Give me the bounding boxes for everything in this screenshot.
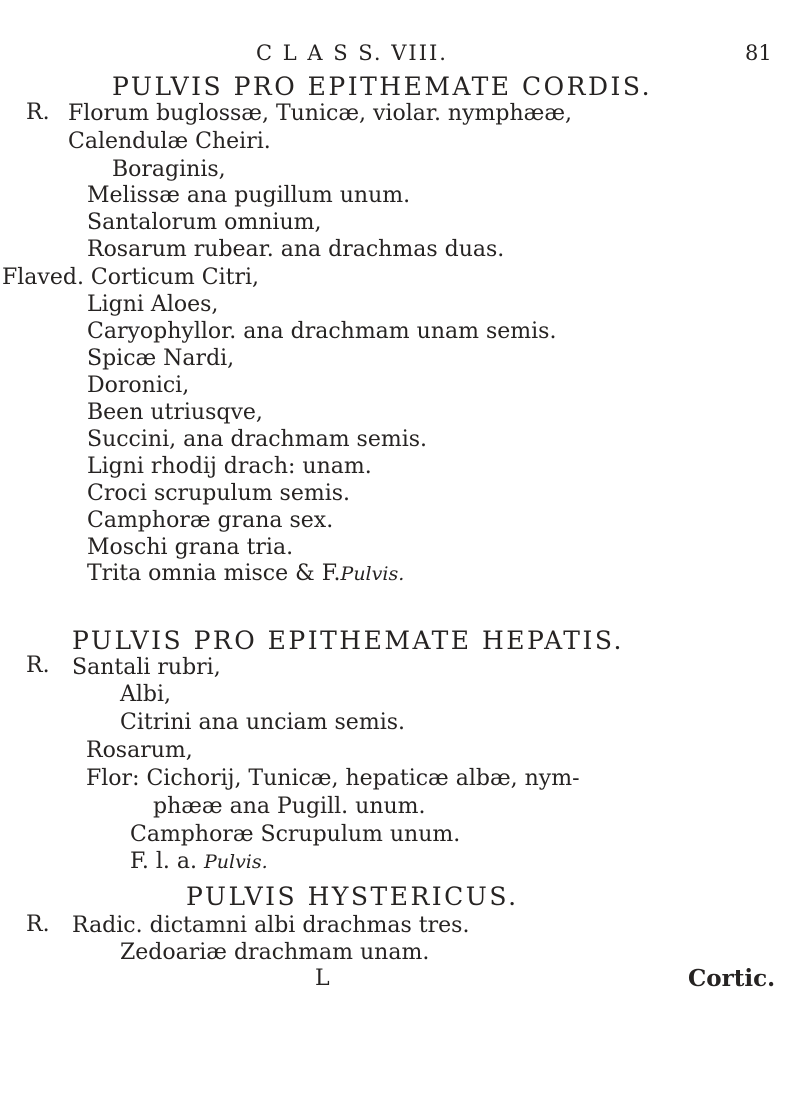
running-header-class: C L A S S. VIII. [256,41,448,65]
signature-mark: L [315,966,330,991]
text-line: Flor: Cichorij, Tunicæ, hepaticæ albæ, nym- [86,766,580,791]
recipe-mark: R. [26,100,50,125]
section-title-hystericus: PULVIS HYSTERICUS. [186,882,519,911]
recipe-mark: R. [26,653,50,678]
text-line: Rosarum, [86,738,193,763]
text-line: Croci scrupulum semis. [87,481,351,506]
text-line: Succini, ana drachmam semis. [87,427,428,452]
text-line: Ligni Aloes, [87,292,219,317]
text-line: Calendulæ Cheiri. [68,129,271,154]
text-line: Been utriusqve, [87,400,263,425]
text-line: Citrini ana unciam semis. [120,710,406,735]
text-line: Spicæ Nardi, [87,346,235,371]
section-title-cordis: PULVIS PRO EPITHEMATE CORDIS. [112,72,653,101]
text-line: Rosarum rubear. ana drachmas duas. [87,237,505,262]
text-line [130,849,268,875]
text-line: phææ ana Pugill. unum. [153,794,426,819]
page-number: 81 [745,41,772,65]
closing-text: Trita omnia misce & F. [87,561,341,586]
text-line: Ligni rhodij drach: unam. [87,454,372,479]
text-line: Moschi grana tria. [87,535,294,560]
text-line: Boraginis, [112,157,226,182]
catchword: Cortic. [688,965,776,992]
text-line [87,561,404,587]
text-line: Camphoræ grana sex. [87,508,334,533]
text-line: Albi, [120,682,172,707]
closing-text: F. l. a. [130,849,197,874]
text-line: Zedoariæ drachmam unam. [120,940,430,965]
text-line: Melissæ ana pugillum unum. [87,183,411,208]
text-line: Caryophyllor. ana drachmam unam semis. [87,319,557,344]
text-line: Santalorum omnium, [87,210,322,235]
text-line: Radic. dictamni albi drachmas tres. [72,913,470,938]
text-line: Flaved. Corticum Citri, [2,265,260,290]
text-line: Doronici, [87,373,190,398]
text-line: Santali rubri, [72,655,221,680]
closing-italic: Pulvis. [203,851,268,873]
closing-italic: Pulvis. [340,563,405,585]
text-line: Camphoræ Scrupulum unum. [130,822,461,847]
text-line: Florum buglossæ, Tunicæ, violar. nymphææ, [68,101,572,126]
recipe-mark: R. [26,912,50,937]
section-title-hepatis: PULVIS PRO EPITHEMATE HEPATIS. [72,626,625,655]
